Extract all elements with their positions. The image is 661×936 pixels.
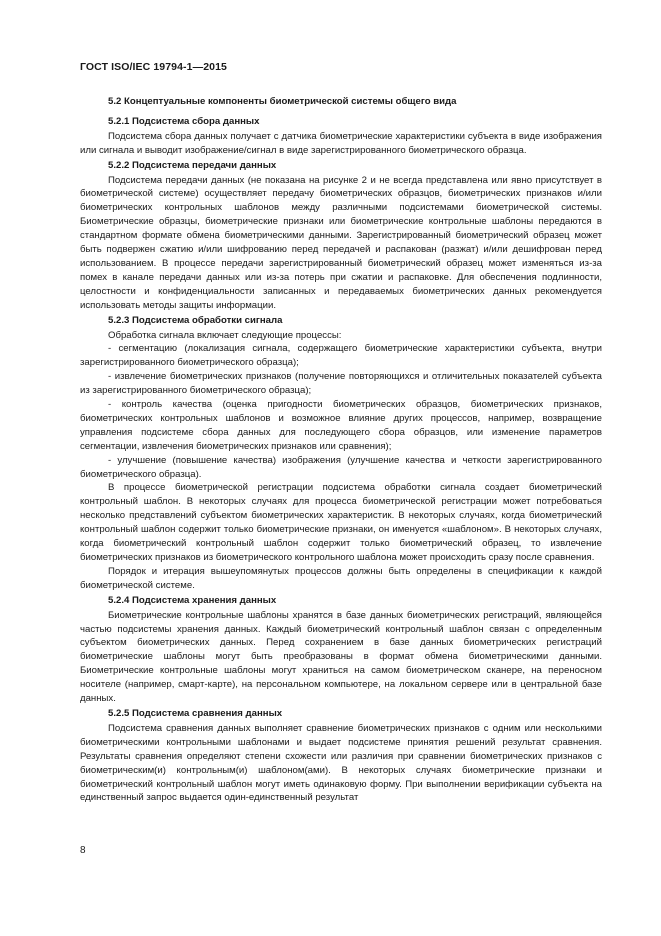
list-item: - улучшение (повышение качества) изображения (улучшение качества и четкости зарегистрированного биометрического образца). (80, 454, 602, 480)
document-body (80, 95, 602, 805)
subsection-title-5-2-5: 5.2.5 Подсистема сравнения данных (108, 707, 283, 719)
list-item: - сегментацию (локализация сигнала, содержащего биометрические характеристики субъекта, внутри зарегистрированного биометрического образца); (80, 343, 602, 369)
paragraph: Подсистема сравнения данных выполняет сравнение биометрических признаков с одним или несколькими биометрическими контрольными шаблонами и выдает подсистеме принятия решений результат сравнения. Результаты сравнения определяют степени схожести или различия при сравнении биометрических признаков с биометрическим(и) контрольным(и) шаблоном(ами). В некоторых случаях биометрические признаки и биометрический контрольный шаблон могут иметь одинаковую форму. При выполнении верификации субъекта на единственный запрос выдается один-единственный результат (80, 722, 602, 804)
paragraph: Подсистема сбора данных получает с датчика биометрические характеристики субъекта в виде изображения или сигнала и выводит изображение/сигнал в виде зарегистрированного биометрического образца. (80, 130, 602, 156)
paragraph: Обработка сигнала включает следующие процессы: (108, 329, 342, 341)
section-title: 5.2 Концептуальные компоненты биометрической системы общего вида (108, 96, 457, 107)
subsection-title-5-2-2: 5.2.2 Подсистема передачи данных (108, 159, 277, 171)
paragraph: Подсистема передачи данных (не показана на рисунке 2 и не всегда представлена или явно присутствует в биометрической системе) осуществляет передачу биометрических образцов, биометрических признаков и/или биометрических контрольных шаблонов между различными подсистемами биометрической системы. Биометрические образцы, биометрические признаки или биометрические контрольные шаблоны передаются в стандартном формате обмена биометрическими данными. Зарегистрированный биометрический образец может быть подвержен сжатию и/или шифрованию перед передачей и распакован (разжат) и/или дешифрован перед использованием. В процессе передачи зарегистрированный биометрический образец может изменяться из-за помех в канале передачи данных или из-за потерь при сжатии и распаковке. Для обеспечения подлинности, целостности и конфиденциальности записанных и передаваемых биометрических данных рекомендуется использовать методы защиты информации. (80, 174, 602, 311)
paragraph: Биометрические контрольные шаблоны хранятся в базе данных биометрических регистраций, являющейся частью подсистемы хранения данных. Каждый биометрический контрольный шаблон связан с определенным субъектом биометрических данных. Перед сохранением в базе данных биометрических регистраций биометрические шаблоны могут быть преобразованы в формат обмена биометрическими данными. Биометрические контрольные шаблоны могут храниться на самом биометрическом сканере, на переносном носителе (например, смарт-карте), на персональном компьютере, на локальном сервере или в центральной базе данных. (80, 609, 602, 705)
paragraph: В процессе биометрической регистрации подсистема обработки сигнала создает биометрический контрольный шаблон. В некоторых случаях для процесса биометрической регистрации может потребоваться несколько представлений субъектом биометрических характеристик. В некоторых случаях, когда биометрический контрольный шаблон содержит только биометрические признаки, он именуется «шаблоном». В некоторых случаях, когда биометрический контрольный шаблон содержит только биометрический образец, то извлечение биометрических признаков из биометрического контрольного шаблона может происходить сразу после сравнения. (80, 482, 602, 563)
paragraph: Порядок и итерация вышеупомянутых процессов должны быть определены в спецификации к каждой биометрической системе. (80, 565, 602, 591)
subsection-title-5-2-3: 5.2.3 Подсистема обработки сигнала (108, 314, 283, 326)
subsection-title-5-2-4: 5.2.4 Подсистема хранения данных (108, 594, 277, 606)
document-header: ГОСТ ISO/IEC 19794-1—2015 (80, 61, 227, 73)
page-number: 8 (80, 845, 86, 856)
subsection-title-5-2-1: 5.2.1 Подсистема сбора данных (108, 115, 260, 127)
list-item: - контроль качества (оценка пригодности биометрических образцов, биометрических признаков, биометрических контрольных шаблонов и возможное влияние других процессов, например, возвращение управления подсистеме сбора данных для последующего сбора образцов, или изменение параметров сегментации, извлечения биометрических признаков или сравнения); (80, 399, 602, 452)
list-item: - извлечение биометрических признаков (получение повторяющихся и отличительных показателей субъекта из зарегистрированного биометрического образца); (80, 371, 602, 397)
